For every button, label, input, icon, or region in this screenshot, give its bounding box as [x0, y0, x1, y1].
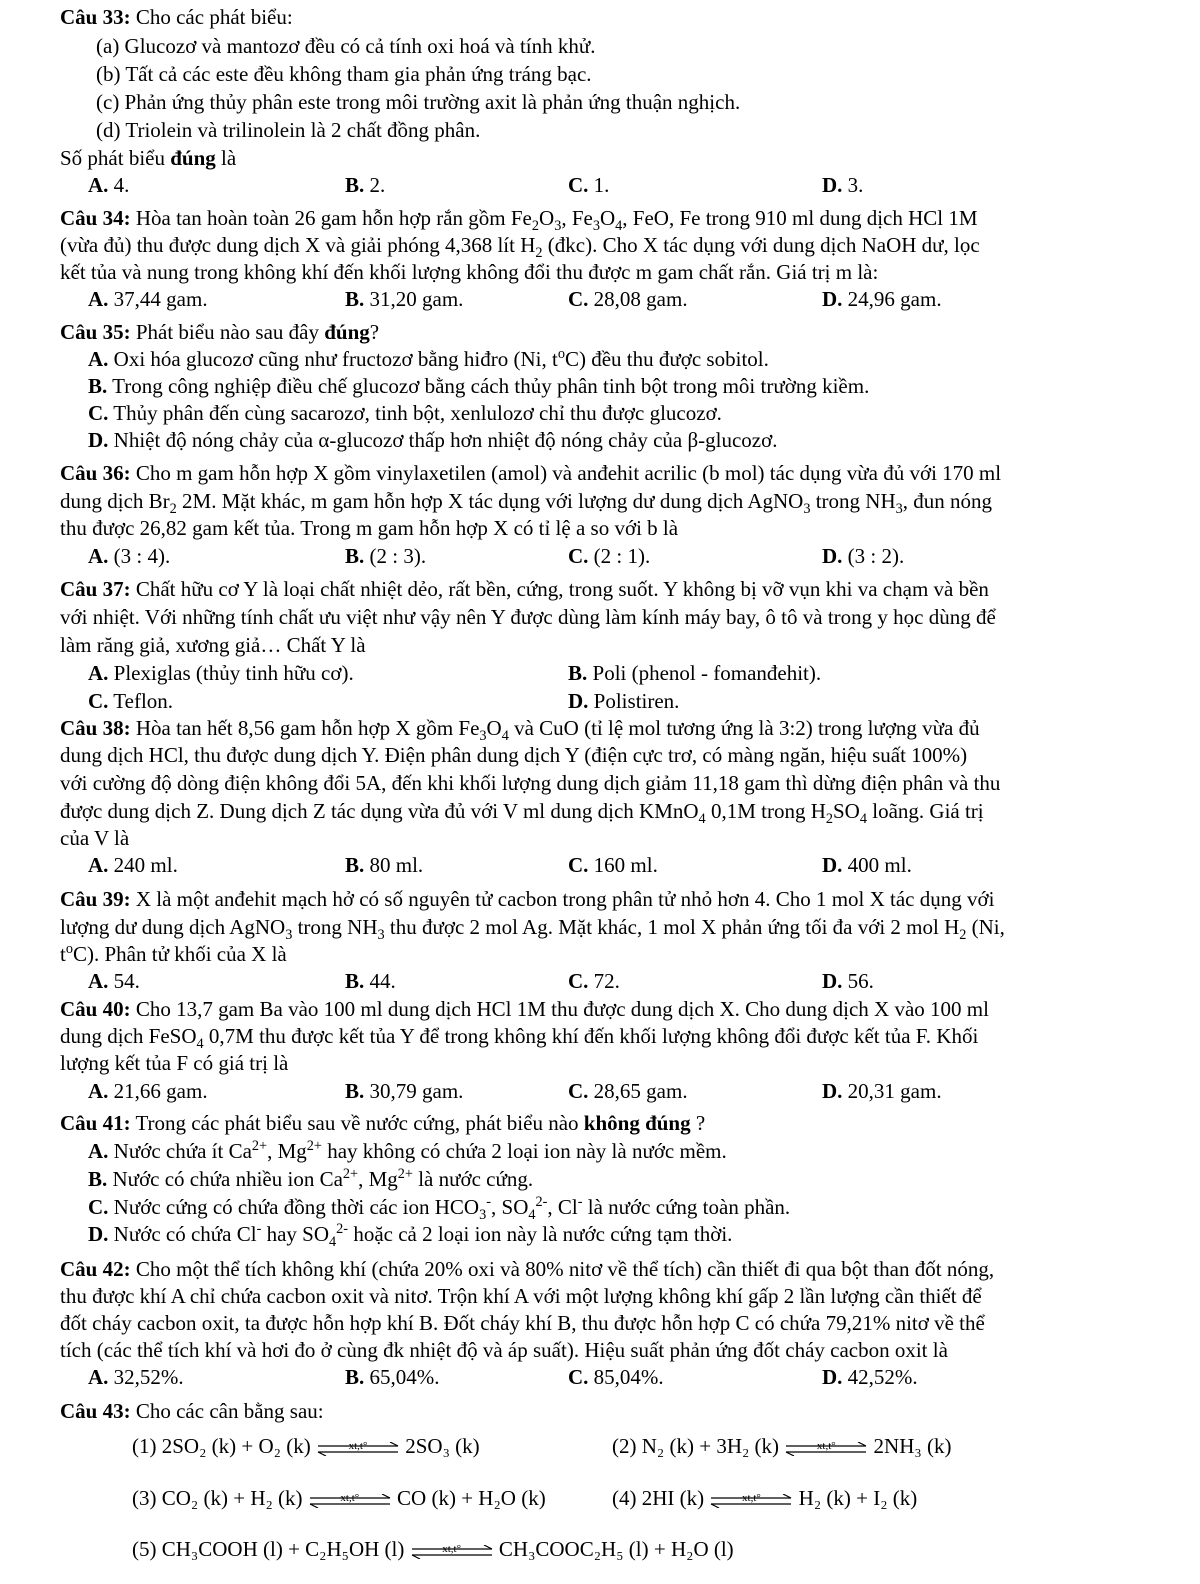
q33-statement-c: (c) Phản ứng thủy phân este trong môi trường axit là phản ứng thuận nghịch. — [96, 90, 741, 114]
q34-option-d[interactable]: D. 24,96 gam. — [822, 287, 942, 311]
q39-stem-line1: Câu 39: X là một anđehit mạch hở có số nguyên tử cacbon trong phân tử nhỏ hơn 4. Cho 1 mol X tác dụng với — [60, 887, 995, 911]
q42-stem-line3: đốt cháy cacbon oxit, ta được hỗn hợp khí B. Đốt cháy khí B, thu được hỗn hợp C có chứa 79,21% nitơ về thể — [60, 1311, 985, 1335]
q37-stem-line1: Câu 37: Chất hữu cơ Y là loại chất nhiệt dẻo, rất bền, cứng, trong suốt. Y không bị vỡ vụn khi va chạm và bền — [60, 577, 989, 601]
q42-option-b[interactable]: B. 65,04%. — [345, 1365, 440, 1389]
equilibrium-3: (3) CO₂ (k) + H₂ (k) xt,t° CO (k) + H₂O (k) — [132, 1483, 546, 1515]
q35-option-c[interactable]: C. Thủy phân đến cùng sacarozơ, tinh bột, xenlulozơ chỉ thu được glucozơ. — [88, 401, 722, 425]
q35-option-d[interactable]: D. Nhiệt độ nóng chảy của α-glucozơ thấp hơn nhiệt độ nóng chảy của β-glucozơ. — [88, 428, 778, 452]
q34-option-c[interactable]: C. 28,08 gam. — [568, 287, 688, 311]
q35-option-a[interactable]: A. Oxi hóa glucozơ cũng như fructozơ bằng hiđro (Ni, $t^oC$) đều thu được sobitol. — [88, 346, 769, 371]
equilibrium-1: (1) 2SO₂ (k) + O₂ (k) xt,t° 2SO₃ (k) — [132, 1431, 480, 1463]
q37-option-c[interactable]: C. Teflon. — [88, 689, 174, 713]
q41-stem: Câu 41: Trong các phát biểu sau về nước cứng, phát biểu nào không đúng ? — [60, 1111, 706, 1135]
q38-option-c[interactable]: C. 160 ml. — [568, 853, 658, 877]
q35-stem: Câu 35: Phát biểu nào sau đây đúng? — [60, 320, 380, 344]
q33-stem: Câu 33: Cho các phát biểu: — [60, 5, 293, 29]
q34-stem-line2: (vừa đủ) thu được dung dịch X và giải phóng 4,368 lít $H_2$ (đkc). Cho X tác dụng với dung dịch NaOH dư, lọc — [60, 233, 980, 262]
q38-option-a[interactable]: A. 240 ml. — [88, 853, 178, 877]
q37-option-a[interactable]: A. Plexiglas (thủy tinh hữu cơ). — [88, 661, 354, 685]
q40-option-d[interactable]: D. 20,31 gam. — [822, 1079, 942, 1103]
q37-option-b[interactable]: B. Poli (phenol - fomanđehit). — [568, 661, 822, 685]
q42-option-a[interactable]: A. 32,52%. — [88, 1365, 184, 1389]
q36-option-d[interactable]: D. (3 : 2). — [822, 544, 905, 568]
q38-stem-line5: của V là — [60, 826, 130, 850]
q40-option-b[interactable]: B. 30,79 gam. — [345, 1079, 464, 1103]
q39-option-d[interactable]: D. 56. — [822, 969, 874, 993]
q42-stem-line2: thu được khí A chỉ chứa cacbon oxit và nitơ. Trộn khí A với một lượng không khí gấp 2 lần lượng cần thiết để — [60, 1284, 982, 1308]
q37-option-d[interactable]: D. Polistiren. — [568, 689, 680, 713]
q42-stem-line1: Câu 42: Cho một thể tích không khí (chứa 20% oxi và 80% nitơ về thể tích) cần thiết đi qua bột than đốt nóng, — [60, 1257, 995, 1281]
q42-option-c[interactable]: C. 85,04%. — [568, 1365, 664, 1389]
q43-stem: Câu 43: Cho các cân bằng sau: — [60, 1399, 324, 1423]
q33-statement-d: (d) Triolein và trilinolein là 2 chất đồng phân. — [96, 118, 481, 142]
q41-option-a[interactable]: A. Nước chứa ít $Ca^{2+}$, $Mg^{2+}$ hay không có chứa 2 loại ion này là nước mềm. — [88, 1138, 727, 1163]
equilibrium-4: (4) 2HI (k) xt,t° H₂ (k) + I₂ (k) — [612, 1483, 917, 1515]
q41-option-b[interactable]: B. Nước có chứa nhiều ion $Ca^{2+}$, $Mg^{2+}$ là nước cứng. — [88, 1166, 534, 1191]
q35-option-b[interactable]: B. Trong công nghiệp điều chế glucozơ bằng cách thủy phân tinh bột trong môi trường kiềm. — [88, 374, 870, 398]
q38-stem-line1: Câu 38: Hòa tan hết 8,56 gam hỗn hợp X gồm $Fe_3O_4$ và CuO (tỉ lệ mol tương ứng là 3:2) trong lượng vừa đủ — [60, 716, 980, 745]
equilibrium-arrow-icon: xt,t° — [709, 1485, 793, 1515]
q36-stem-line1: Câu 36: Cho m gam hỗn hợp X gồm vinylaxetilen (amol) và anđehit acrilic (b mol) tác dụng vừa đủ với 170 ml — [60, 461, 1002, 485]
q33-statement-a: (a) Glucozơ và mantozơ đều có cả tính oxi hoá và tính khử. — [96, 34, 596, 58]
q36-option-c[interactable]: C. (2 : 1). — [568, 544, 651, 568]
q34-option-b[interactable]: B. 31,20 gam. — [345, 287, 464, 311]
q39-option-b[interactable]: B. 44. — [345, 969, 396, 993]
q33-prompt: Số phát biểu đúng là — [60, 146, 237, 170]
q39-option-c[interactable]: C. 72. — [568, 969, 620, 993]
q38-stem-line3: với cường độ dòng điện không đổi 5A, đến khi khối lượng dung dịch giảm 11,18 gam thì dừng điện phân và thu — [60, 771, 1001, 795]
q34-option-a[interactable]: A. 37,44 gam. — [88, 287, 208, 311]
q40-stem-line2: dung dịch FeSO$_4$ 0,7M thu được kết tủa Y để trong không khí đến khối lượng không đổi được kết tủa F. Khối — [60, 1024, 979, 1053]
q39-option-a[interactable]: A. 54. — [88, 969, 140, 993]
q34-stem-line1: Câu 34: Hòa tan hoàn toàn 26 gam hỗn hợp rắn gồm $Fe_2O_3$, $Fe_3O_4$, FeO, Fe trong 910 ml dung dịch HCl 1M — [60, 206, 978, 235]
q37-stem-line3: làm răng giả, xương giả… Chất Y là — [60, 633, 366, 657]
q36-stem-line2: dung dịch $Br_2$ 2M. Mặt khác, m gam hỗn hợp X tác dụng với lượng dư dung dịch AgNO$_3$ trong $NH_3$, đun nóng — [60, 489, 993, 518]
equilibrium-arrow-icon: xt,t° — [410, 1536, 494, 1566]
q36-stem-line3: thu được 26,82 gam kết tủa. Trong m gam hỗn hợp X có tỉ lệ a so với b là — [60, 516, 679, 540]
equilibrium-arrow-icon: xt,t° — [308, 1485, 392, 1515]
q41-option-d[interactable]: D. Nước có chứa Cl- hay $SO_4^{2-}$ hoặc cả 2 loại ion này là nước cứng tạm thời. — [88, 1221, 733, 1251]
q38-stem-line4: được dung dịch Z. Dung dịch Z tác dụng vừa đủ với V ml dung dịch KMnO$_4$ 0,1M trong $H_2SO_4$ loãng. Giá trị — [60, 799, 984, 828]
q38-option-b[interactable]: B. 80 ml. — [345, 853, 424, 877]
q41-option-c[interactable]: C. Nước cứng có chứa đồng thời các ion $HCO_3^-$, $SO_4^{2-}$, Cl- là nước cứng toàn phần. — [88, 1194, 791, 1224]
q33-statement-b: (b) Tất cả các este đều không tham gia phản ứng tráng bạc. — [96, 62, 592, 86]
q40-option-c[interactable]: C. 28,65 gam. — [568, 1079, 688, 1103]
equilibrium-arrow-icon: xt,t° — [784, 1433, 868, 1463]
q36-option-a[interactable]: A. (3 : 4). — [88, 544, 171, 568]
q40-stem-line3: lượng kết tủa F có giá trị là — [60, 1051, 289, 1075]
equilibrium-2: (2) N₂ (k) + 3H₂ (k) xt,t° 2NH₃ (k) — [612, 1431, 951, 1463]
q33-option-d[interactable]: D. 3. — [822, 173, 864, 197]
q33-option-a[interactable]: A. 4. — [88, 173, 130, 197]
q42-option-d[interactable]: D. 42,52%. — [822, 1365, 918, 1389]
q40-option-a[interactable]: A. 21,66 gam. — [88, 1079, 208, 1103]
equilibrium-5: (5) CH₃COOH (l) + C₂H₅OH (l) xt,t° CH₃COOC₂H₅ (l) + H₂O (l) — [132, 1534, 734, 1566]
q36-option-b[interactable]: B. (2 : 3). — [345, 544, 427, 568]
q37-stem-line2: với nhiệt. Với những tính chất ưu việt như vậy nên Y được dùng làm kính máy bay, ô tô và trong y học dùng để — [60, 605, 996, 629]
q38-stem-line2: dung dịch HCl, thu được dung dịch Y. Điện phân dung dịch Y (điện cực trơ, có màng ngăn, hiệu suất 100%) — [60, 743, 968, 767]
q40-stem-line1: Câu 40: Cho 13,7 gam Ba vào 100 ml dung dịch HCl 1M thu được dung dịch X. Cho dung dịch X vào 100 ml — [60, 997, 989, 1021]
q39-stem-line2: lượng dư dung dịch AgNO$_3$ trong $NH_3$ thu được 2 mol Ag. Mặt khác, 1 mol X phản ứng tối đa với 2 mol $H_2$ (Ni, — [60, 915, 1005, 944]
q42-stem-line4: tích (các thể tích khí và hơi đo ở cùng đk nhiệt độ và áp suất). Hiệu suất phản ứng đốt cháy cacbon oxit là — [60, 1338, 948, 1362]
q33-option-c[interactable]: C. 1. — [568, 173, 610, 197]
q38-option-d[interactable]: D. 400 ml. — [822, 853, 912, 877]
q33-option-b[interactable]: B. 2. — [345, 173, 386, 197]
q39-stem-line3: $t^oC$). Phân tử khối của X là — [60, 941, 287, 966]
equilibrium-arrow-icon: xt,t° — [316, 1433, 400, 1463]
q34-stem-line3: kết tủa và nung trong không khí đến khối lượng không đổi thu được m gam chất rắn. Giá trị m là: — [60, 260, 879, 284]
